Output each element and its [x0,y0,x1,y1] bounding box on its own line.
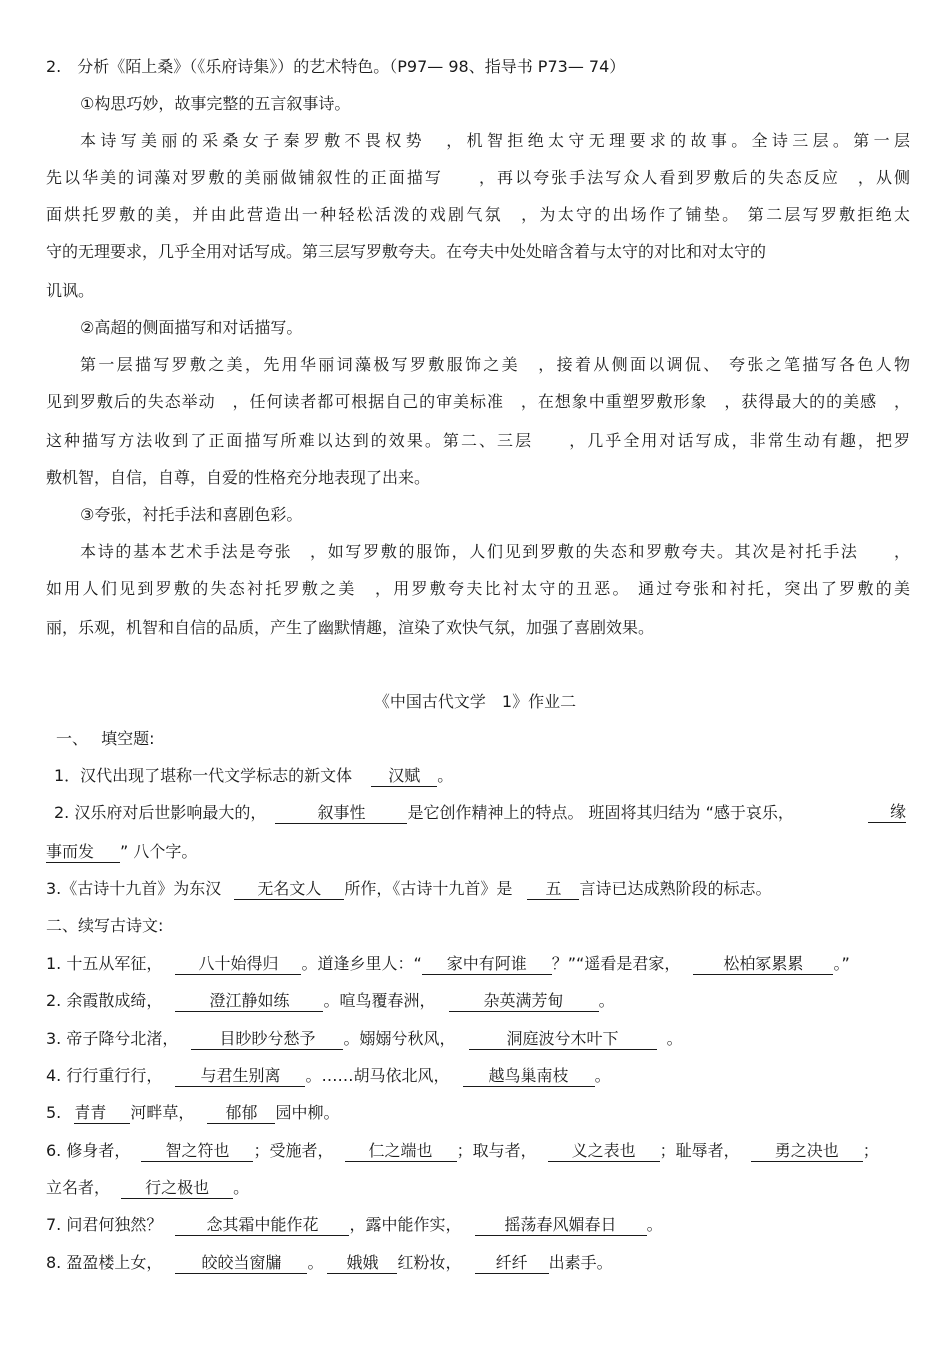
answer-blank: 家中有阿谁 [422,954,552,975]
section-continue-poem: 二、续写古诗文: [46,916,164,935]
paragraph-line: 丽，乐观，机智和自信的品质，产生了幽默情趣，渲染了欢快气氛，加强了喜剧效果。 [46,618,655,637]
answer-blank: 叙事性 [275,803,407,824]
paragraph-line: 面烘托罗敷的美，并由此营造出一种轻松活泼的戏剧气氛 ，为太守的出场作了铺垫。 第二层写罗敷拒绝太 [46,205,910,224]
item-text: 河畔草， [130,1103,195,1122]
paragraph-line: 如用人们见到罗敷的失态衬托罗敷之美 ，用罗敷夸夫比衬太守的丑恶。 通过夸张和衬托，突出了罗敷的美 [46,579,910,598]
paragraph-line: 守的无理要求，几乎全用对话写成。第三层写罗敷夸夫。在夸夫中处处暗含着与太守的对比和对太守的 [46,242,767,261]
point-1-title: ①构思巧妙，故事完整的五言叙事诗。 [80,94,351,113]
item-text: 立名者， [46,1178,111,1197]
answer-blank: 智之符也 [141,1141,253,1162]
item-text: 7. 问君何独然？ [46,1215,163,1234]
answer-blank: 皎皎当窗牖 [175,1253,307,1274]
answer-blank: 纤纤 [475,1253,549,1274]
item-text: 。 [233,1178,250,1197]
answer-blank: 八十始得归 [175,954,301,975]
item-text: 6. 修身者， [46,1141,131,1160]
paragraph-line: 讥讽。 [46,281,95,300]
answer-blank: 缘 [868,802,906,823]
item-text: ； [862,1141,879,1160]
fill-item-3 [46,878,910,900]
answer-blank: 越鸟巢南枝 [463,1066,595,1087]
fill-item-1 [54,765,910,787]
item-text: ；取与者， [456,1141,537,1160]
paragraph-line: 本诗写美丽的采桑女子秦罗敷不畏权势 ，机智拒绝太守无理要求的故事。全诗三层。第一层 [80,131,910,150]
answer-blank: 郁郁 [207,1103,275,1124]
item-text: 园中柳。 [275,1103,340,1122]
item-text: 。道逢乡里人：“ [301,954,422,973]
answer-blank: 无名文人 [234,879,344,900]
paragraph-line: 本诗的基本艺术手法是夸张 ，如写罗敷的服饰，人们见到罗敷的失态和罗敷夸夫。其次是衬托手法 ， [80,542,910,561]
poem-item-7 [46,1214,910,1236]
paragraph-line: 这种描写方法收到了正面描写所难以达到的效果。第二、三层 ，几乎全用对话写成，非常生动有趣，把罗 [46,431,910,450]
item-text: 。 [646,1215,663,1234]
item-text: 。……胡马依北风， [305,1066,450,1085]
item-text: 8. 盈盈楼上女， [46,1253,163,1272]
item-text: 1. 十五从军征， [46,954,163,973]
answer-blank: 念其霜中能作花 [175,1215,349,1236]
answer-blank: 五 [527,879,579,900]
point-2-title: ②高超的侧面描写和对话描写。 [80,318,303,337]
item-text: ；耻辱者， [659,1141,740,1160]
item-text: 3.《古诗十九首》为东汉 [46,879,222,898]
point-3-title: ③夸张，衬托手法和喜剧色彩。 [80,505,303,524]
fill-item-2 [54,802,906,824]
item-text: 出素手。 [548,1253,613,1272]
item-text: 5. [46,1103,62,1122]
item-text: 。 [307,1253,324,1272]
poem-item-6 [46,1140,910,1162]
item-text: ？”“遥看是君家， [551,954,681,973]
answer-blank: 娥娥 [327,1253,397,1274]
item-text: 言诗已达成熟阶段的标志。 [579,879,772,898]
item-text: 红粉妆， [397,1253,462,1272]
item-text: 4. 行行重行行， [46,1066,163,1085]
answer-blank: 摇荡春风媚春日 [475,1215,647,1236]
item-text: 。嫋嫋兮秋风， [343,1029,456,1048]
answer-blank: 洞庭波兮木叶下 [469,1029,657,1050]
item-text: 。 [437,766,454,785]
item-text: 。 [598,991,615,1010]
paragraph-line: 先以华美的词藻对罗敷的美丽做铺叙性的正面描写 ，再以夸张手法写众人看到罗敷后的失态反应 ，从侧 [46,168,910,187]
answer-blank: 澄江静如练 [175,991,323,1012]
answer-blank: 仁之端也 [345,1141,457,1162]
poem-item-6-cont [46,1177,910,1199]
item-text: 3. 帝子降兮北渚， [46,1029,179,1048]
answer-blank: 勇之决也 [751,1141,863,1162]
item-text: 2. 汉乐府对后世影响最大的， [54,803,267,822]
item-text: 所作，《古诗十九首》是 [344,879,513,898]
item-text: 1．汉代出现了堪称一代文学标志的新文体 [54,766,353,785]
poem-item-2 [46,990,910,1012]
section-fill-blank: 一、 填空题: [56,729,155,748]
answer-blank: 青青 [74,1103,130,1124]
fill-item-2-cont [46,841,910,863]
item-text: 2. 余霞散成绮， [46,991,163,1010]
item-text: ，露中能作实， [349,1215,462,1234]
item-text: 。喧鸟覆春洲， [323,991,436,1010]
poem-item-1 [46,953,910,975]
answer-blank: 义之表也 [548,1141,660,1162]
homework-title: 《中国古代文学 1》作业二 [373,692,577,711]
answer-blank: 松柏冢累累 [693,954,833,975]
item-text: 是它创作精神上的特点。 班固将其归结为 “感于哀乐， [407,803,794,822]
item-text: 。 [666,1029,683,1048]
answer-blank: 杂英满芳甸 [449,991,599,1012]
paragraph-line: 见到罗敷后的失态举动 ，任何读者都可根据自己的审美标准 ，在想象中重塑罗敷形象 ，获得最大的的美感 ， [46,392,910,411]
answer-blank: 事而发 [46,842,120,863]
poem-item-4 [46,1065,910,1087]
answer-blank: 与君生别离 [175,1066,305,1087]
question-heading: 2. 分析《陌上桑》（《乐府诗集》）的艺术特色。（P97— 98、指导书 P73— 74） [46,57,626,76]
item-text: 。” [833,954,850,973]
item-text: 。 [594,1066,611,1085]
answer-blank: 行之极也 [121,1178,233,1199]
answer-blank: 汉赋 [371,766,437,787]
poem-item-3 [46,1028,910,1050]
item-text: ；受施者， [253,1141,334,1160]
answer-blank: 目眇眇兮愁予 [191,1029,343,1050]
paragraph-line: 敷机智，自信，自尊，自爱的性格充分地表现了出来。 [46,468,431,487]
poem-item-5 [46,1102,910,1124]
poem-item-8 [46,1252,910,1274]
paragraph-line: 第一层描写罗敷之美，先用华丽词藻极写罗敷服饰之美 ，接着从侧面以调侃、 夸张之笔描写各色人物 [80,355,910,374]
item-text: ” 八个字。 [120,842,198,861]
